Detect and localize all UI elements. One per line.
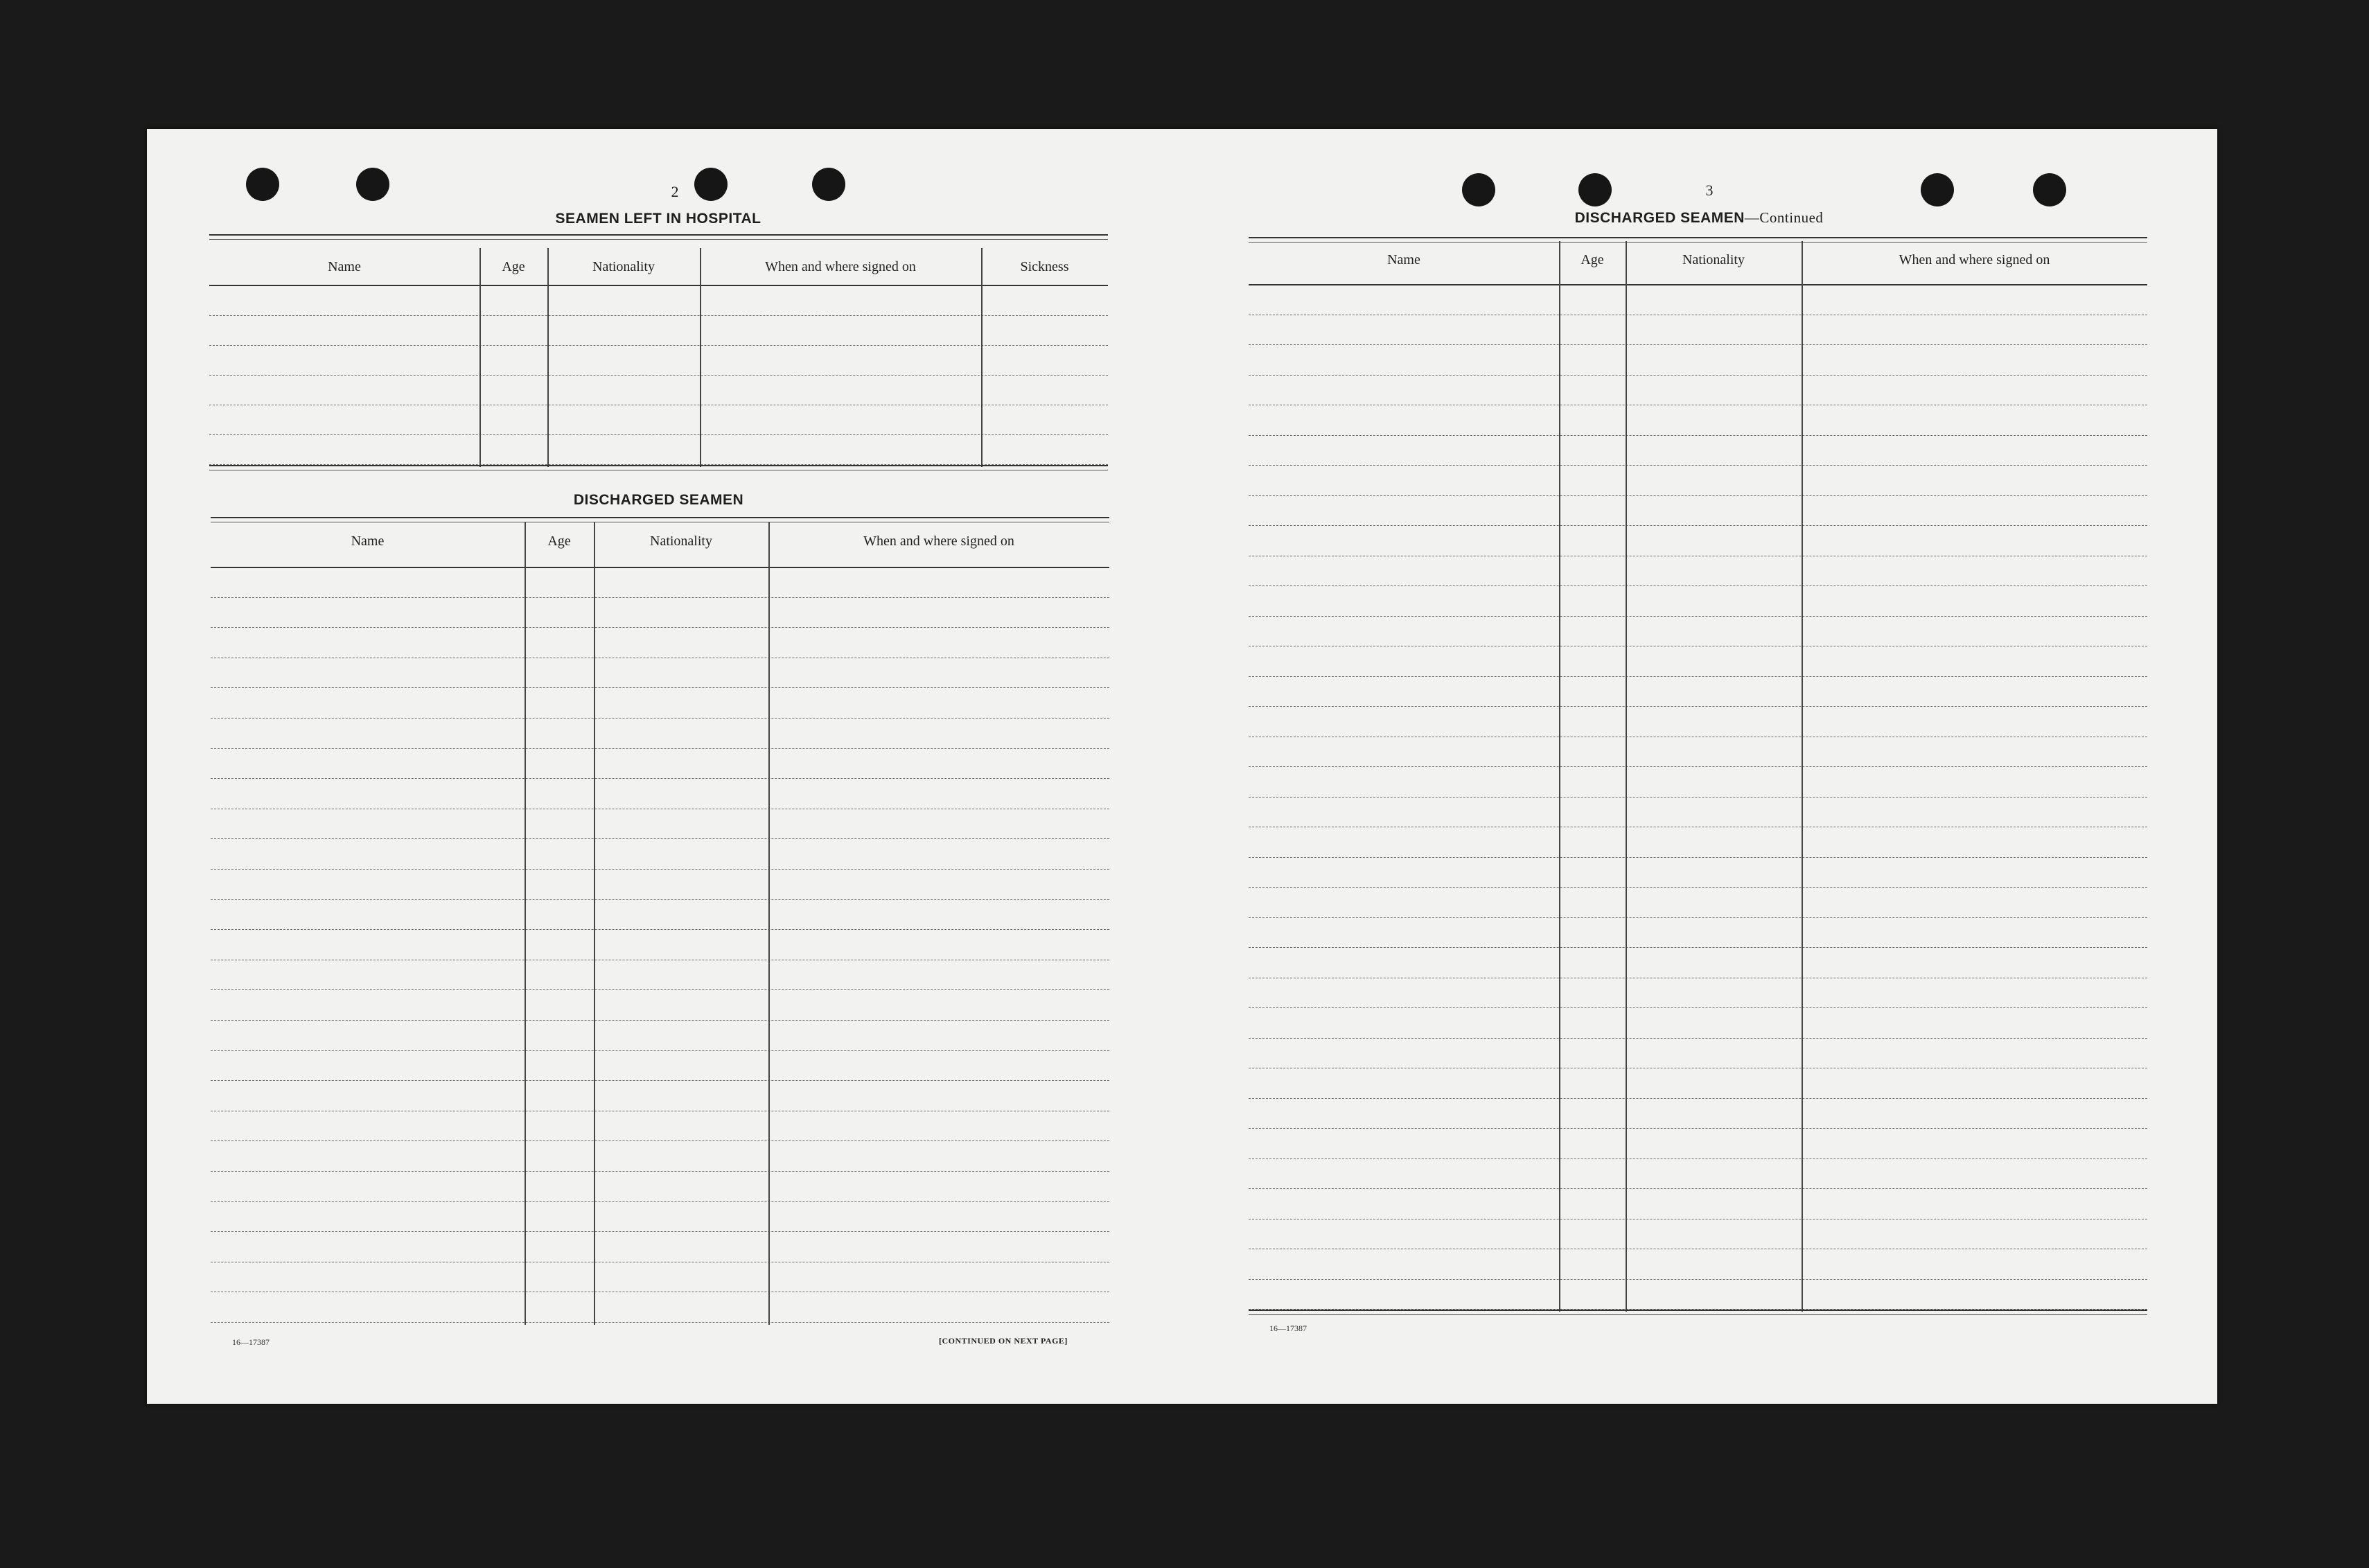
table-row	[211, 1050, 1109, 1051]
binder-hole	[1921, 173, 1954, 206]
column-header-age: Age	[502, 259, 525, 274]
table-row	[1249, 766, 2147, 767]
table-row	[211, 748, 1109, 749]
table-row	[211, 929, 1109, 930]
column-header-nationality: Nationality	[1682, 252, 1745, 267]
binder-hole	[1462, 173, 1495, 206]
table-row	[1249, 465, 2147, 466]
page-number: 3	[1705, 182, 1714, 199]
table-row	[1249, 1279, 2147, 1280]
column-header-when-where-signed-on: When and where signed on	[863, 534, 1014, 549]
table-row	[1249, 525, 2147, 526]
table-row	[211, 989, 1109, 990]
discharged-top-rule	[211, 517, 1109, 522]
column-divider	[981, 248, 983, 467]
table-row	[211, 1020, 1109, 1021]
table-row	[1249, 917, 2147, 918]
table-row	[211, 838, 1109, 839]
title-suffix: —Continued	[1744, 209, 1824, 226]
table-row	[211, 627, 1109, 628]
table-row	[1249, 435, 2147, 436]
column-header-nationality: Nationality	[592, 259, 655, 274]
discharged-continued-title	[1249, 209, 2149, 227]
table-row	[211, 597, 1109, 598]
table-row	[1249, 887, 2147, 888]
table-row	[1249, 706, 2147, 707]
table-row	[211, 1140, 1109, 1141]
hospital-section-title: SEAMEN LEFT IN HOSPITAL	[555, 211, 761, 227]
column-header-name: Name	[1387, 252, 1420, 267]
column-divider	[594, 522, 595, 1325]
table-row	[209, 434, 1108, 435]
table-row	[211, 778, 1109, 779]
column-divider	[525, 522, 526, 1325]
hospital-bottom-rule	[209, 465, 1108, 470]
table-row	[209, 375, 1108, 376]
table-row	[211, 899, 1109, 900]
table-row	[211, 1171, 1109, 1172]
table-row	[211, 869, 1109, 870]
continued-note: [CONTINUED ON NEXT PAGE]	[939, 1336, 1068, 1346]
table-row	[1249, 1128, 2147, 1129]
discharged-header-rule	[211, 567, 1109, 568]
binder-hole	[356, 168, 389, 201]
table-row	[1249, 495, 2147, 496]
form-code: 16—17387	[1269, 1323, 1307, 1333]
form-code: 16—17387	[232, 1337, 270, 1347]
binder-hole	[2033, 173, 2066, 206]
right-header-rule	[1249, 284, 2147, 285]
table-row	[1249, 857, 2147, 858]
table-row	[209, 345, 1108, 346]
table-row	[211, 718, 1109, 719]
table-row	[1249, 1098, 2147, 1099]
binder-hole	[1578, 173, 1612, 206]
table-row	[211, 687, 1109, 688]
binder-hole	[246, 168, 279, 201]
column-header-age: Age	[1580, 252, 1604, 267]
column-divider	[547, 248, 549, 467]
column-header-age: Age	[547, 534, 571, 549]
table-row	[1249, 947, 2147, 948]
column-header-when-where-signed-on: When and where signed on	[1899, 252, 2050, 267]
table-row	[1249, 585, 2147, 586]
column-header-nationality: Nationality	[650, 534, 712, 549]
column-divider	[479, 248, 481, 467]
column-divider	[1559, 241, 1560, 1312]
table-row	[1249, 797, 2147, 798]
column-header-sickness: Sickness	[1020, 259, 1069, 274]
form-sheet	[147, 129, 2217, 1404]
title-text: DISCHARGED SEAMEN	[1574, 210, 1745, 226]
column-divider	[768, 522, 770, 1325]
table-row	[1249, 375, 2147, 376]
table-row	[1249, 344, 2147, 345]
binder-hole	[694, 168, 728, 201]
table-row	[209, 315, 1108, 316]
column-header-name: Name	[328, 259, 361, 274]
right-top-rule	[1249, 237, 2147, 243]
table-row	[1249, 1038, 2147, 1039]
hospital-header-rule	[209, 285, 1108, 286]
table-row	[1249, 616, 2147, 617]
table-row	[211, 1322, 1109, 1323]
column-divider	[1802, 241, 1803, 1312]
column-divider	[700, 248, 701, 467]
table-row	[211, 1231, 1109, 1232]
column-divider	[1626, 241, 1627, 1312]
column-header-name: Name	[351, 534, 385, 549]
hospital-top-rule	[209, 234, 1108, 240]
page-number: 2	[671, 183, 679, 200]
table-row	[211, 1201, 1109, 1202]
table-row	[1249, 1007, 2147, 1008]
discharged-section-title: DISCHARGED SEAMEN	[573, 492, 744, 508]
table-row	[211, 1080, 1109, 1081]
table-row	[1249, 1188, 2147, 1189]
column-header-when-where-signed-on: When and where signed on	[765, 259, 916, 274]
table-row	[1249, 676, 2147, 677]
right-bottom-rule	[1249, 1310, 2147, 1315]
binder-hole	[812, 168, 845, 201]
